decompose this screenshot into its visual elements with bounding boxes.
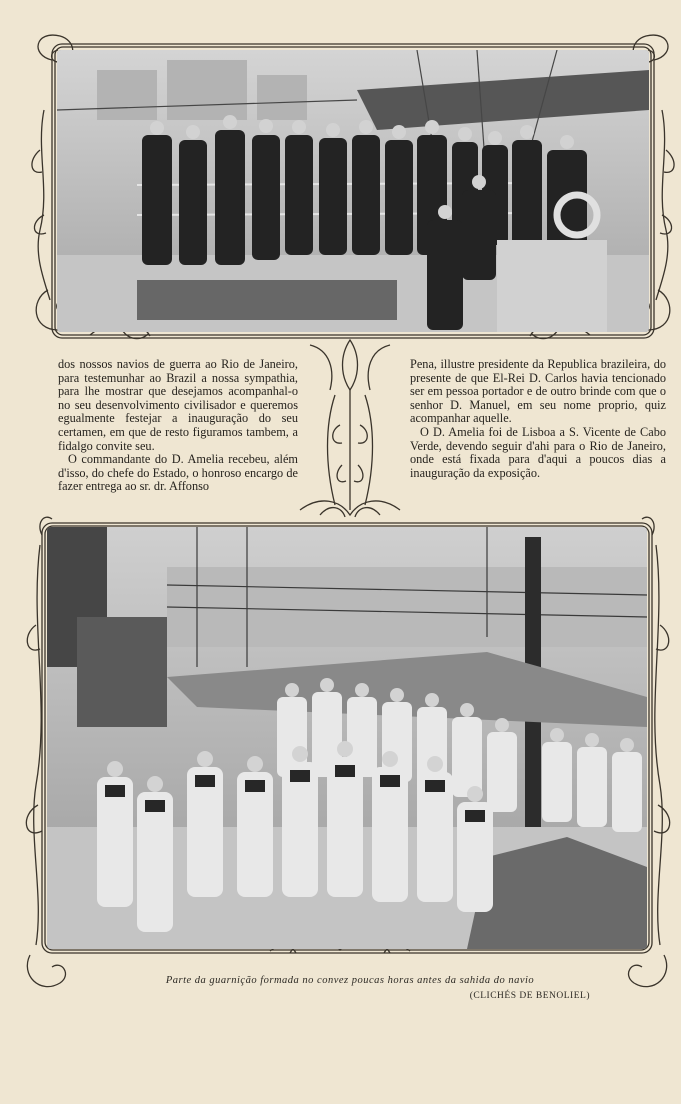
officers-photo-illustration xyxy=(57,50,649,332)
floral-ornament xyxy=(290,335,410,525)
officers-on-deck-photo xyxy=(57,50,649,332)
article-paragraph: dos nossos navios de guerra ao Rio de Janeiro, para testemunhar ao Brazil a nossa sympathia, para lhe mostrar que desejamos acompanhal-o no seu desenvolvimento civilisador e queremos egualmente festejar a inauguração do seu certamen, em que de resto figuramos tambem, a fidalgo convite seu. xyxy=(58,357,298,453)
crew-on-deck-photo xyxy=(47,527,647,949)
crew-photo-illustration xyxy=(47,527,647,949)
photo-credit: (CLICHÉS DE BENOLIEL) xyxy=(469,991,590,1001)
article-left-column xyxy=(58,358,298,494)
article-paragraph: Pena, illustre presidente da Republica brazileira, do presente de que El-Rei D. Carlos havia tencionado ser em pessoa portador e de outro brinde com que o senhor D. Manuel, em seu nome proprio, quiz acompanhar aquelle. xyxy=(410,357,666,426)
article-right-column xyxy=(410,358,666,480)
article-paragraph: O D. Amelia foi de Lisboa a S. Vicente de Cabo Verde, devendo seguir d'ahi para o Rio de Janeiro, onde está fixada para d'aqui a poucos dias a inauguração da exposição. xyxy=(410,424,666,480)
center-column-ornament xyxy=(290,335,410,525)
photo-caption: Parte da guarnição formada no convez poucas horas antes da sahida do navio xyxy=(165,975,535,986)
article-paragraph: O commandante do D. Amelia recebeu, além d'isso, do chefe do Estado, o honroso encargo de fazer entrega ao sr. dr. Affonso xyxy=(58,452,298,494)
